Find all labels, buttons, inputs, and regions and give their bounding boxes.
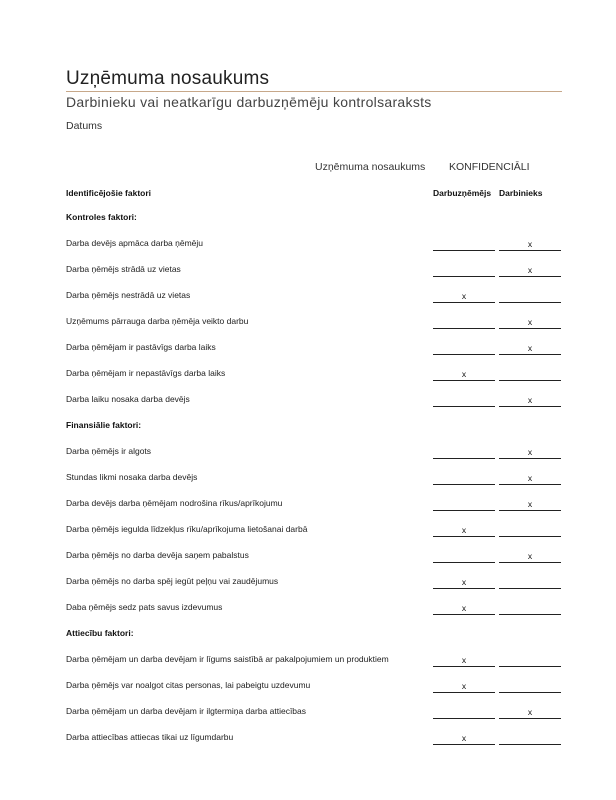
employee-mark-field[interactable]: x — [499, 338, 561, 355]
factor-label: Stundas likmi nosaka darba devējs — [66, 472, 198, 482]
factor-label: Darba ņēmējs nestrādā uz vietas — [66, 290, 191, 300]
contractor-mark-field[interactable]: x — [433, 364, 495, 381]
checklist-row — [66, 252, 562, 278]
section-heading — [66, 200, 562, 226]
factor-label: Darba attiecības attiecas tikai uz līgumdarbu — [66, 732, 234, 742]
employee-mark-field[interactable] — [499, 520, 561, 537]
factor-label: Darba ņēmējam ir nepastāvīgs darba laiks — [66, 368, 226, 378]
section-heading — [66, 616, 562, 642]
checklist-row — [66, 720, 562, 746]
employee-mark-field[interactable] — [499, 572, 561, 589]
employee-mark-field[interactable] — [499, 728, 561, 745]
employee-mark-field[interactable] — [499, 286, 561, 303]
factor-label: Darba devējs apmāca darba ņēmēju — [66, 238, 204, 248]
factor-label: Darba ņēmējs var noalgot citas personas, lai pabeigtu uzdevumu — [66, 680, 311, 690]
checklist-row — [66, 668, 562, 694]
checklist-row — [66, 382, 562, 408]
factor-label: Darba ņēmējs no darba spēj iegūt peļņu vai zaudējumus — [66, 576, 279, 586]
contractor-mark-field[interactable] — [433, 390, 495, 407]
employee-mark-field[interactable]: x — [499, 260, 561, 277]
contractor-mark-field[interactable] — [433, 234, 495, 251]
factors-header: Identificējošie faktori — [66, 188, 152, 198]
employee-column-header: Darbinieks — [499, 188, 543, 198]
checklist-row — [66, 434, 562, 460]
employee-mark-field[interactable]: x — [499, 312, 561, 329]
employee-mark-field[interactable]: x — [499, 702, 561, 719]
section-heading — [66, 408, 562, 434]
contractor-mark-field[interactable] — [433, 494, 495, 511]
page-subtitle: Darbinieku vai neatkarīgu darbuzņēmēju kontrolsaraksts — [66, 94, 432, 110]
section-title: Finansiālie faktori: — [66, 420, 142, 430]
checklist-row — [66, 642, 562, 668]
checklist-row — [66, 278, 562, 304]
factor-label: Darba devējs darba ņēmējam nodrošina rīkus/aprīkojumu — [66, 498, 283, 508]
page-title: Uzņēmuma nosaukums — [66, 68, 270, 89]
checklist-row — [66, 226, 562, 252]
title-divider — [66, 91, 562, 92]
factor-label: Uzņēmums pārrauga darba ņēmēja veikto darbu — [66, 316, 249, 326]
factor-label: Darba ņēmējam un darba devējam ir ilgtermiņa darba attiecības — [66, 706, 307, 716]
employee-mark-field[interactable]: x — [499, 390, 561, 407]
checklist-row — [66, 356, 562, 382]
factor-label: Darba ņēmējs strādā uz vietas — [66, 264, 181, 274]
contractor-mark-field[interactable]: x — [433, 520, 495, 537]
contractor-mark-field[interactable]: x — [433, 572, 495, 589]
factor-label: Darba ņēmējs no darba devēja saņem pabalstus — [66, 550, 249, 560]
contractor-mark-field[interactable] — [433, 260, 495, 277]
contractor-mark-field[interactable] — [433, 546, 495, 563]
contractor-mark-field[interactable] — [433, 338, 495, 355]
contractor-column-header: Darbuzņēmējs — [433, 188, 492, 198]
employee-mark-field[interactable]: x — [499, 234, 561, 251]
factor-label: Darba ņēmējs iegulda līdzekļus rīku/aprīkojuma lietošanai darbā — [66, 524, 308, 534]
contractor-mark-field[interactable]: x — [433, 650, 495, 667]
factor-label: Darba ņēmējam ir pastāvīgs darba laiks — [66, 342, 216, 352]
checklist-row — [66, 486, 562, 512]
contractor-mark-field[interactable]: x — [433, 728, 495, 745]
checklist-row — [66, 512, 562, 538]
contractor-mark-field[interactable] — [433, 442, 495, 459]
employee-mark-field[interactable] — [499, 598, 561, 615]
employee-mark-field[interactable]: x — [499, 442, 561, 459]
contractor-mark-field[interactable] — [433, 468, 495, 485]
employee-mark-field[interactable]: x — [499, 546, 561, 563]
checklist-row — [66, 330, 562, 356]
factor-label: Darba laiku nosaka darba devējs — [66, 394, 190, 404]
checklist-table — [66, 200, 562, 746]
factor-label: Darba ņēmējs ir algots — [66, 446, 152, 456]
checklist-row — [66, 564, 562, 590]
checklist-row — [66, 694, 562, 720]
contractor-mark-field[interactable]: x — [433, 676, 495, 693]
section-title: Kontroles faktori: — [66, 212, 137, 222]
checklist-row — [66, 590, 562, 616]
checklist-row — [66, 538, 562, 564]
section-title: Attiecību faktori: — [66, 628, 134, 638]
employee-mark-field[interactable] — [499, 676, 561, 693]
checklist-row — [66, 460, 562, 486]
company-name-reference: Uzņēmuma nosaukums — [315, 161, 426, 173]
date-label: Datums — [66, 120, 103, 132]
factor-label: Daba ņēmējs sedz pats savus izdevumus — [66, 602, 223, 612]
employee-mark-field[interactable] — [499, 364, 561, 381]
confidential-label: KONFIDENCIĀLI — [449, 161, 530, 173]
contractor-mark-field[interactable]: x — [433, 598, 495, 615]
contractor-mark-field[interactable]: x — [433, 286, 495, 303]
employee-mark-field[interactable]: x — [499, 468, 561, 485]
factor-label: Darba ņēmējam un darba devējam ir līgums saistībā ar pakalpojumiem un produktiem — [66, 654, 389, 664]
contractor-mark-field[interactable] — [433, 702, 495, 719]
checklist-row — [66, 304, 562, 330]
employee-mark-field[interactable] — [499, 650, 561, 667]
employee-mark-field[interactable]: x — [499, 494, 561, 511]
contractor-mark-field[interactable] — [433, 312, 495, 329]
